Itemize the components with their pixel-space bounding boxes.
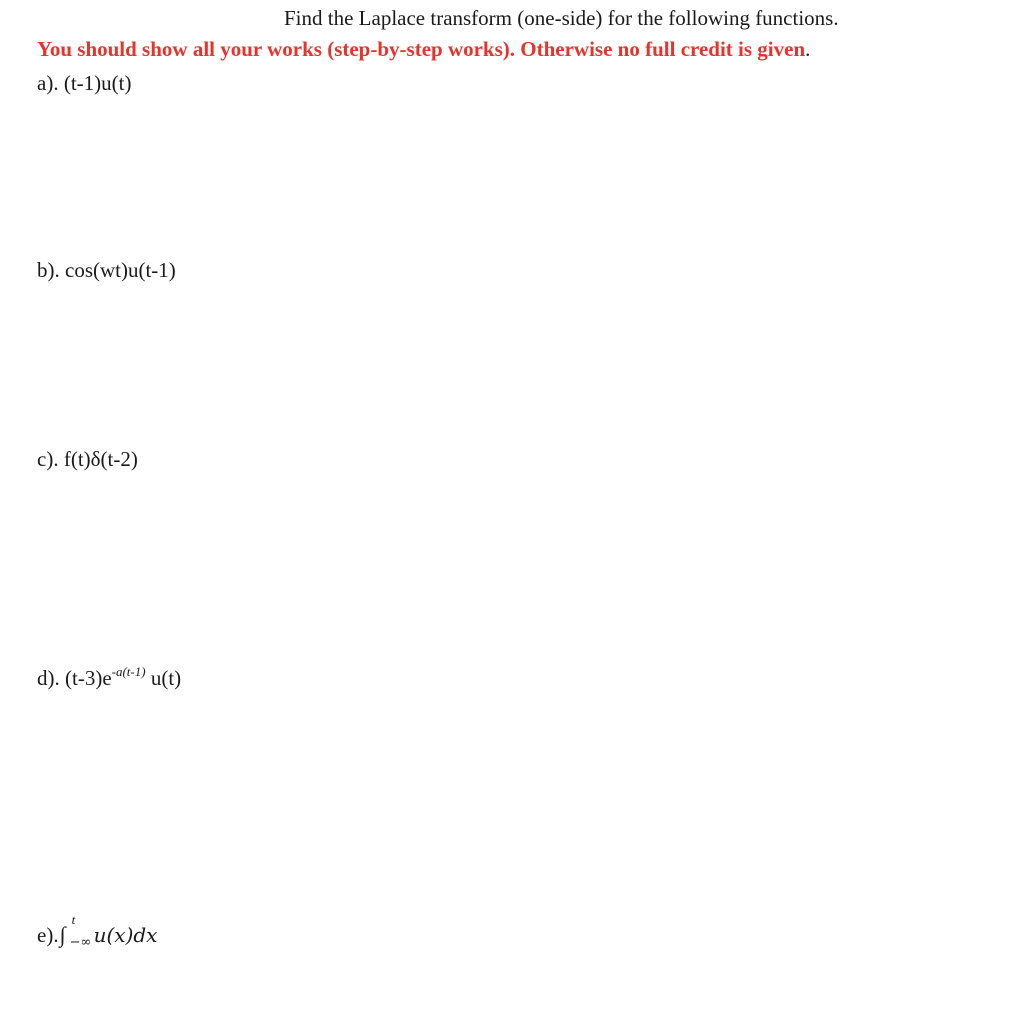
problem-b-label: b). (37, 258, 60, 282)
problem-d-tail: u(t) (145, 666, 182, 690)
instruction-period: . (805, 37, 811, 61)
problem-c-expression: f(t)δ(t-2) (63, 447, 138, 471)
integral-lower-limit: −∞ (69, 935, 92, 950)
problem-b (37, 260, 176, 281)
problem-d-base: (t-3)e (65, 666, 112, 690)
problem-d (37, 664, 182, 690)
problem-d-label: d). (37, 666, 60, 690)
integral-expression (59, 912, 92, 950)
integral-upper-limit: t (71, 912, 76, 927)
problem-e (37, 912, 158, 950)
problem-c (37, 449, 138, 470)
problem-c-label: c). (37, 447, 59, 471)
integral-symbol: ∫ (59, 922, 66, 947)
instruction-body: You should show all your works (step-by-step works). Otherwise no full credit is given (37, 37, 806, 61)
instruction-text (37, 39, 810, 60)
problem-e-label: e). (37, 923, 59, 947)
problem-d-exponent: -a(t-1) (111, 664, 146, 679)
problem-a-label: a). (37, 71, 59, 95)
problem-d-expression (65, 666, 181, 690)
problem-a (37, 73, 131, 94)
problem-a-expression: (t-1)u(t) (63, 71, 132, 95)
page-title: Find the Laplace transform (one-side) for the following functions. (284, 6, 839, 30)
problem-e-expression: u(x)dx (93, 923, 158, 947)
problem-b-expression: cos(wt)u(t-1) (65, 258, 176, 282)
